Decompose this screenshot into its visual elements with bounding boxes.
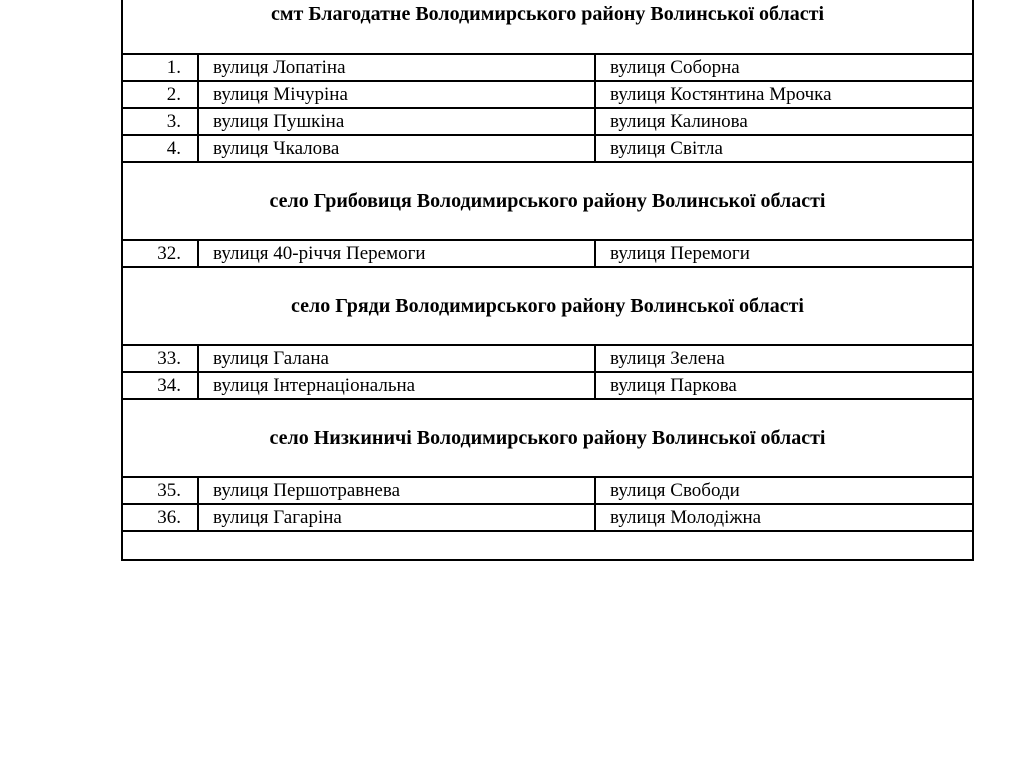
row-number-cell: 33. [122,345,198,372]
old-street-name-cell: вулиця Інтернаціональна [198,372,595,399]
section-title: село Грибовиця Володимирського району Волинської області [122,162,973,240]
row-number-cell: 3. [122,108,198,135]
row-number-cell: 32. [122,240,198,267]
row-number-cell: 36. [122,504,198,531]
section-title: село Гряди Володимирського району Волинської області [122,267,973,345]
new-street-name-cell: вулиця Паркова [595,372,973,399]
table-row [122,240,973,267]
new-street-name-cell: вулиця Зелена [595,345,973,372]
old-street-name-cell: вулиця Чкалова [198,135,595,162]
old-street-name-cell: вулиця 40-річчя Перемоги [198,240,595,267]
row-number-cell: 35. [122,477,198,504]
old-street-name-cell: вулиця Мічуріна [198,81,595,108]
section-title: смт Благодатне Володимирського району Волинської області [122,0,973,54]
street-rename-table [121,0,974,561]
section-title-row [122,162,973,240]
table-row [122,108,973,135]
table-row [122,504,973,531]
new-street-name-cell: вулиця Світла [595,135,973,162]
table-row [122,345,973,372]
row-number-cell: 4. [122,135,198,162]
old-street-name-cell: вулиця Галана [198,345,595,372]
section-title: село Низкиничі Володимирського району Волинської області [122,399,973,477]
section-title-row [122,399,973,477]
new-street-name-cell: вулиця Молодіжна [595,504,973,531]
old-street-name-cell: вулиця Лопатіна [198,54,595,81]
new-street-name-cell: вулиця Калинова [595,108,973,135]
section-title-row [122,267,973,345]
table-row [122,81,973,108]
table-row [122,477,973,504]
empty-row-cell [122,531,973,560]
new-street-name-cell: вулиця Костянтина Мрочка [595,81,973,108]
new-street-name-cell: вулиця Перемоги [595,240,973,267]
row-number-cell: 2. [122,81,198,108]
empty-row [122,531,973,560]
row-number-cell: 1. [122,54,198,81]
table-row [122,135,973,162]
row-number-cell: 34. [122,372,198,399]
section-title-row [122,0,973,54]
table-row [122,54,973,81]
old-street-name-cell: вулиця Пушкіна [198,108,595,135]
table-row [122,372,973,399]
new-street-name-cell: вулиця Соборна [595,54,973,81]
old-street-name-cell: вулиця Гагаріна [198,504,595,531]
new-street-name-cell: вулиця Свободи [595,477,973,504]
old-street-name-cell: вулиця Першотравнева [198,477,595,504]
